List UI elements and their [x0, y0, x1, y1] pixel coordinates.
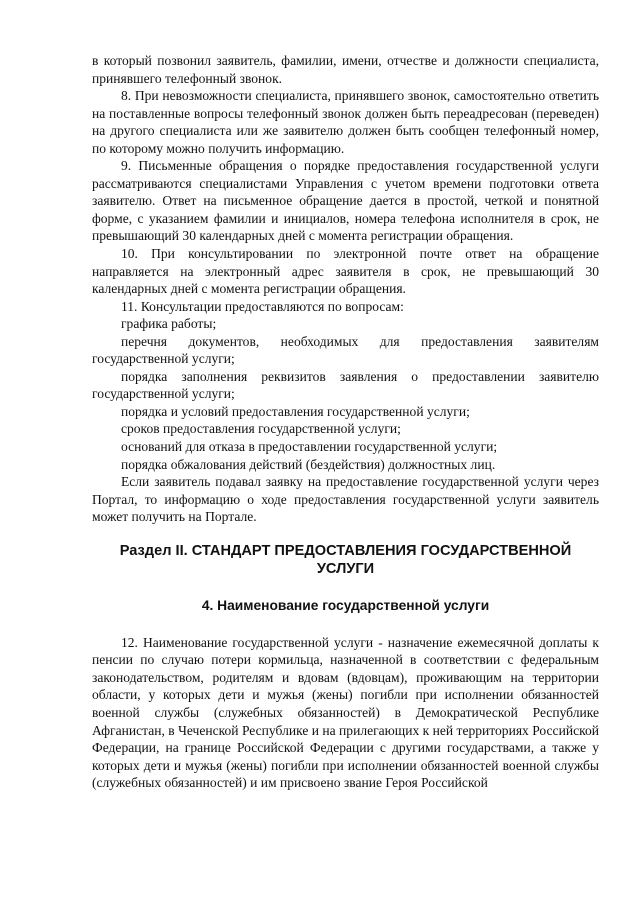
paragraph: 9. Письменные обращения о порядке предоставления государственной услуги рассматриваются специалистами Управления с учетом времени подготовки ответа заявителю. Ответ на письменное обращение дается в простой, четкой и понятной форме, с указанием фамилии и инициалов, номера телефона исполнителя в срок, не превышающий 30 календарных дней с момента регистрации обращения. — [92, 158, 599, 244]
paragraph: порядка и условий предоставления государственной услуги; — [121, 403, 470, 419]
paragraph: сроков предоставления государственной услуги; — [121, 421, 401, 437]
paragraph-group-bottom — [92, 634, 599, 792]
subsection-heading: 4. Наименование государственной услуги — [201, 597, 490, 613]
section-heading: Раздел II. СТАНДАРТ ПРЕДОСТАВЛЕНИЯ ГОСУДАРСТВЕННОЙ УСЛУГИ — [119, 542, 572, 577]
paragraph: 10. При консультировании по электронной почте ответ на обращение направляется на электронный адрес заявителя в срок, не превышающий 30 календарных дней с момента регистрации обращения. — [92, 246, 599, 297]
paragraph: 8. При невозможности специалиста, принявшего звонок, самостоятельно ответить на поставленные вопросы телефонный звонок должен быть переадресован (переведен) на другого специалиста или же заявителю должен быть сообщен телефонный номер, по которому можно получить информацию. — [92, 88, 599, 156]
paragraph: порядка обжалования действий (бездействия) должностных лиц. — [121, 456, 496, 472]
document-body — [92, 52, 599, 792]
paragraph: Если заявитель подавал заявку на предоставление государственной услуги через Портал, то информацию о ходе предоставления государственной услуги заявитель может получить на Портале. — [92, 474, 599, 525]
paragraph: 11. Консультации предоставляются по вопросам: — [121, 298, 404, 314]
paragraph: 12. Наименование государственной услуги - назначение ежемесячной доплаты к пенсии по случаю потери кормильца, назначенной в соответствии с федеральным законодательством, родителям и вдовам (вдовцам), проживающим на территории области, у которых дети и мужья (жены) погибли при исполнении обязанностей военной службы (служебных обязанностей) в Демократической Республике Афганистан, в Чеченской Республике и на прилегающих к ней территориях Российской Федерации, на границе Российской Федерации с другими государствами, а также у которых дети и мужья (жены) погибли при исполнении обязанностей военной службы (служебных обязанностей) и им присвоено звание Героя Российской — [92, 634, 599, 791]
paragraph: графика работы; — [121, 316, 217, 332]
paragraph: порядка заполнения реквизитов заявления о предоставлении заявителю государственной услуги; — [92, 368, 599, 402]
paragraph: оснований для отказа в предоставлении государственной услуги; — [121, 439, 498, 455]
paragraph: в который позвонил заявитель, фамилии, имени, отчестве и должности специалиста, принявшего телефонный звонок. — [92, 53, 599, 86]
paragraph: перечня документов, необходимых для предоставления заявителям государственной услуги; — [92, 333, 599, 367]
paragraph-group-top — [92, 52, 599, 526]
